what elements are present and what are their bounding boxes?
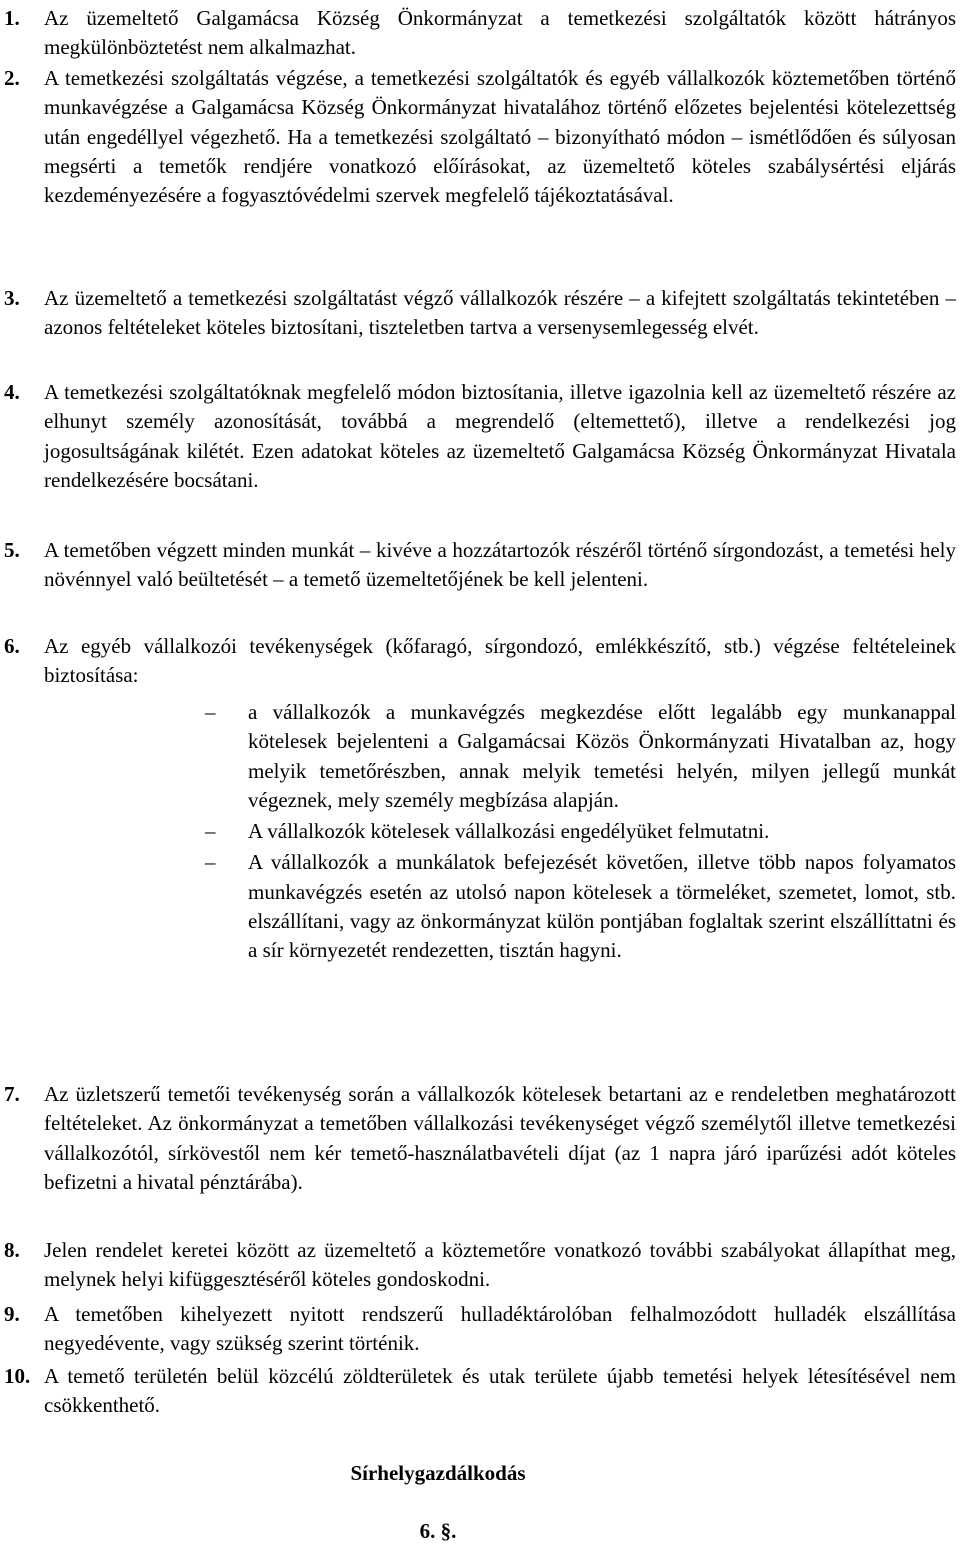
section-number: 6. §. xyxy=(419,1519,457,1543)
item-number: 1. xyxy=(4,6,20,30)
item-number: 9. xyxy=(4,1302,20,1326)
list-item xyxy=(0,1080,960,1197)
item-text: A temetőben kihelyezett nyitott rendszerű hulladéktárolóban felhalmozódott hulladék elszállítása negyedévente, vagy szükség szerint történik. xyxy=(44,1302,956,1356)
list-item xyxy=(0,378,960,495)
item-text: Az üzemeltető a temetkezési szolgáltatást végző vállalkozók részére – a kifejtett szolgáltatás tekintetében – azonos feltételeket köteles biztosítani, tiszteletben tartva a versenysemlegesség elvét. xyxy=(44,286,956,340)
condition-item xyxy=(0,698,960,815)
item-number: 10. xyxy=(4,1364,31,1388)
list-item xyxy=(0,1362,960,1421)
item-text: Az üzemeltető Galgamácsa Község Önkormányzat a temetkezési szolgáltatók között hátrányos megkülönböztetést nem alkalmazhat. xyxy=(44,6,956,60)
section-title: Sírhelygazdálkodás xyxy=(350,1461,526,1485)
condition-text: A vállalkozók kötelesek vállalkozási engedélyüket felmutatni. xyxy=(248,819,770,844)
condition-text: A vállalkozók a munkálatok befejezését követően, illetve több napos folyamatos munkavégzés esetén az utolsó napon kötelesek a törmeléket, szemetet, lomot, stb. elszállítani, vagy az önkormányzat külön pontjában foglaltak szerint elszállíttatni és a sír környezetét rendezetten, tisztán hagyni. xyxy=(248,850,956,963)
item-text: Az egyéb vállalkozói tevékenységek (kőfaragó, sírgondozó, emlékkészítő, stb.) végzése feltételeinek biztosítása: xyxy=(44,634,956,688)
list-item xyxy=(0,1236,960,1295)
dash-bullet: – xyxy=(205,850,216,875)
item-text: Az üzletszerű temetői tevékenység során a vállalkozók kötelesek betartani az e rendeletben meghatározott feltételeket. Az önkormányzat a temetőben vállalkozási tevékenységet végző személytől illetve temetkezési vállalkozótól, sírkövestől nem kér temető-használatbavételi díjat (az 1 napra járó iparűzési adót köteles befizetni a hivatal pénztárába). xyxy=(44,1082,956,1194)
item-text: A temetkezési szolgáltatóknak megfelelő módon biztosítania, illetve igazolnia kell az üzemeltető részére az elhunyt személy azonosítását, továbbá a megrendelő (eltemettető), illetve a rendelkezési jog jogosultságának kilétét. Ezen adatokat köteles az üzemeltető Galgamácsa Község Önkormányzat Hivatala rendelkezésére bocsátani. xyxy=(44,380,956,492)
list-item xyxy=(0,536,960,595)
list-item xyxy=(0,284,960,343)
item-number: 2. xyxy=(4,66,20,90)
item-number: 3. xyxy=(4,286,20,310)
condition-item xyxy=(0,817,960,846)
condition-text: a vállalkozók a munkavégzés megkezdése előtt legalább egy munkanappal kötelesek bejelenteni a Galgamácsai Közös Önkormányzati Hivatalban az, hogy melyik temetőrészben, annak melyik temetési helyén, milyen jellegű munkát végeznek, mely személy megbízása alapján. xyxy=(248,700,956,812)
list-item xyxy=(0,64,960,210)
dash-bullet: – xyxy=(205,819,216,844)
condition-list xyxy=(0,698,960,966)
item-text: A temetőben végzett minden munkát – kivéve a hozzátartozók részéről történő sírgondozást, a temetési hely növénnyel való beültetését – a temető üzemeltetőjének be kell jelenteni. xyxy=(44,538,956,592)
item-text: A temető területén belül közcélú zöldterületek és utak területe újabb temetési helyek létesítésével nem csökkenthető. xyxy=(44,1364,956,1418)
list-item xyxy=(0,1300,960,1359)
item-number: 6. xyxy=(4,634,20,658)
list-item xyxy=(0,632,960,691)
item-number: 5. xyxy=(4,538,20,562)
list-item xyxy=(0,4,960,63)
condition-item xyxy=(0,848,960,965)
item-text: A temetkezési szolgáltatás végzése, a temetkezési szolgáltatók és egyéb vállalkozók köztemetőben történő munkavégzése a Galgamácsa Község Önkormányzat hivatalához történő előzetes bejelentési kötelezettség után engedéllyel végezhető. Ha a temetkezési szolgáltató – bizonyítható módon – ismétlődően és súlyosan megsérti a temetők rendjére vonatkozó előírásokat, az üzemeltető köteles szabálysértési eljárás kezdeményezésére a fogyasztóvédelmi szervek megfelelő tájékoztatásával. xyxy=(44,66,956,208)
item-number: 8. xyxy=(4,1238,20,1262)
item-text: Jelen rendelet keretei között az üzemeltető a köztemetőre vonatkozó további szabályokat állapíthat meg, melynek helyi kifüggesztéséről köteles gondoskodni. xyxy=(44,1238,956,1292)
item-number: 7. xyxy=(4,1082,20,1106)
dash-bullet: – xyxy=(205,700,216,724)
item-number: 4. xyxy=(4,380,20,404)
